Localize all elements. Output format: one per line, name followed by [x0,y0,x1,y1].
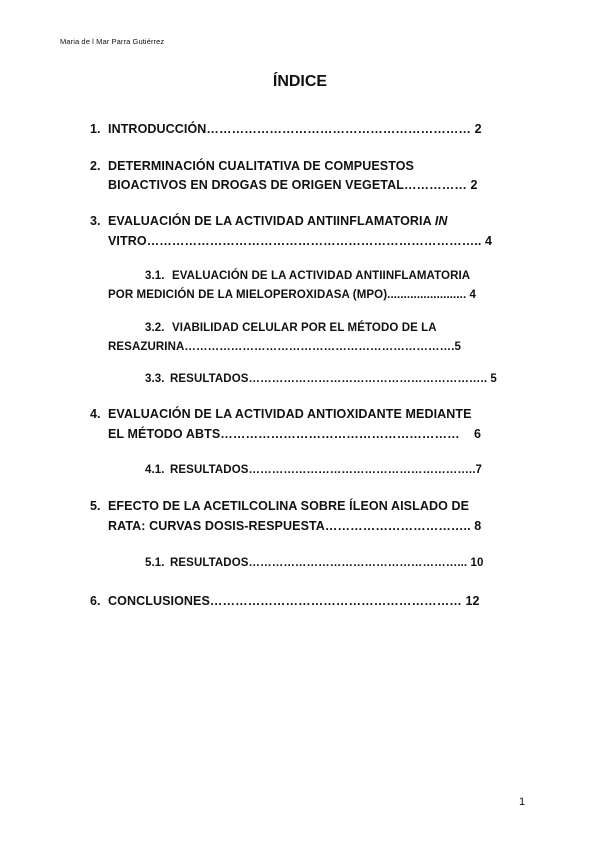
toc-entry-6-number: 6. [90,594,101,608]
toc-entry-3-2-line-2: RESAZURINA…………………………………………………………….5 [108,341,461,353]
toc-entry-5-1-number: 5.1. [145,557,165,569]
toc-entry-3-line-2: VITRO…………………………………………………………………….. 4 [108,234,493,248]
toc-entry-3-number: 3. [90,214,101,228]
toc-entry-3-line-1 [108,214,448,228]
header-author: Maria de l Mar Parra Gutiérrez [60,37,165,46]
toc-entry-5-line-2: RATA: CURVAS DOSIS-RESPUESTA…………………………….. 8 [108,519,482,533]
toc-entry-1-number: 1. [90,122,101,136]
toc-entry-4-number: 4. [90,407,101,421]
toc-entry-5-number: 5. [90,499,101,513]
toc-entry-1-text: INTRODUCCIÓN……………………………………………………… 2 [108,122,482,136]
toc-entry-4-line-1: EVALUACIÓN DE LA ACTIVIDAD ANTIOXIDANTE MEDIANTE [108,407,472,421]
toc-entry-3-line-1-text: EVALUACIÓN DE LA ACTIVIDAD ANTIINFLAMATORIA [108,214,435,228]
toc-entry-3-2-line-1: VIABILIDAD CELULAR POR EL MÉTODO DE LA [172,322,437,334]
toc-entry-4-1-text: RESULTADOS…………………………………………………..7 [170,464,483,476]
toc-entry-3-3-text: RESULTADOS…………………………………………………….. 5 [170,373,497,385]
page-title: ÍNDICE [272,73,328,90]
toc-entry-3-1-number: 3.1. [145,270,165,282]
toc-entry-5-line-1: EFECTO DE LA ACETILCOLINA SOBRE ÍLEON AISLADO DE [108,499,470,513]
toc-entry-3-3-number: 3.3. [145,373,165,385]
toc-entry-5-1-text: RESULTADOS………………………………………………... 10 [170,557,484,569]
toc-entry-6-text: CONCLUSIONES…………………………………………………… 12 [108,594,480,608]
toc-entry-2-number: 2. [90,159,101,173]
toc-entry-3-1-line-2: POR MEDICIÓN DE LA MIELOPEROXIDASA (MPO)........................ 4 [108,289,477,301]
toc-entry-3-italic-in: IN [434,214,448,228]
toc-entry-3-2-number: 3.2. [145,322,165,334]
page-number: 1 [519,796,526,808]
toc-entry-2-line-2: BIOACTIVOS EN DROGAS DE ORIGEN VEGETAL…………… 2 [108,178,478,192]
toc-entry-4-1-number: 4.1. [145,464,165,476]
toc-entry-3-1-line-1: EVALUACIÓN DE LA ACTIVIDAD ANTIINFLAMATORIA [172,270,471,282]
toc-entry-2-line-1: DETERMINACIÓN CUALITATIVA DE COMPUESTOS [108,159,414,173]
toc-entry-4-line-2: EL MÉTODO ABTS………………………………………………… 6 [108,427,482,441]
